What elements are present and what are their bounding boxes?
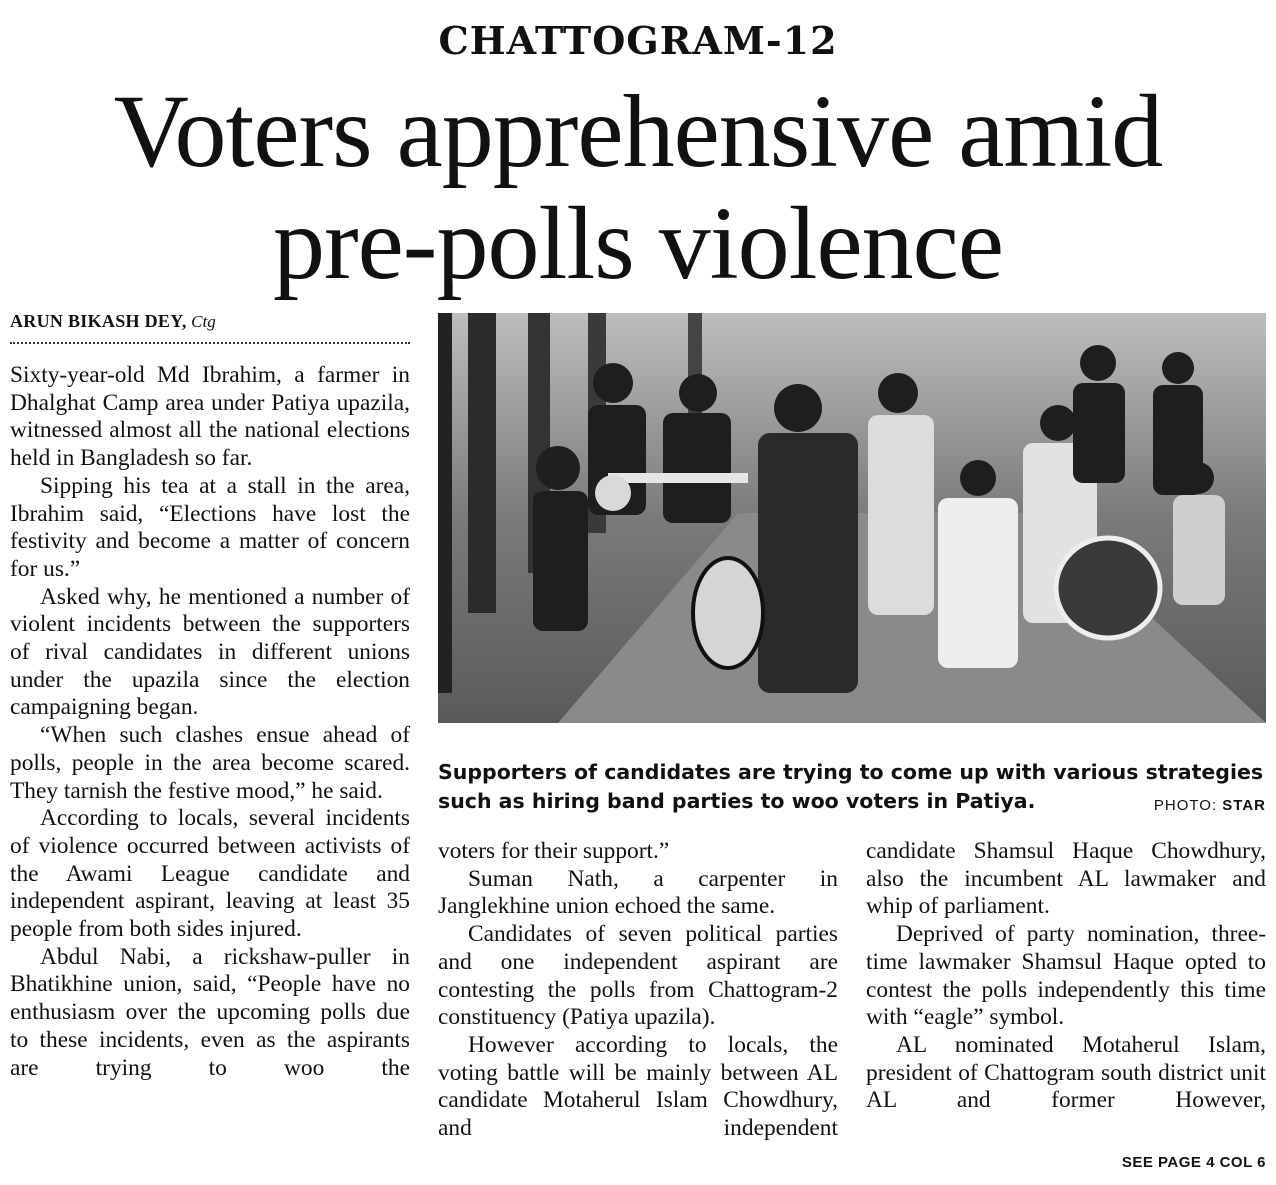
paragraph: However according to locals, the voting battle will be mainly between AL candidate Motaherul Islam Chowdhury, and independent xyxy=(438,1031,838,1142)
caption-line-2: such as hiring band parties to woo voters in Patiya. xyxy=(438,789,1036,813)
paragraph: According to locals, several incidents of violence occurred between activists of the Awami League candidate and independent aspirant, leaving at least 35 people from both sides injured. xyxy=(10,805,410,943)
news-photo xyxy=(438,313,1266,723)
photo-credit-label: PHOTO: xyxy=(1153,797,1218,814)
paragraph: Suman Nath, a carpenter in Janglekhine union echoed the same. xyxy=(438,865,838,920)
paragraph: Asked why, he mentioned a number of violent incidents between the supporters of rival candidates in different unions under the upazila since the election campaigning began. xyxy=(10,583,410,721)
paragraph: Deprived of party nomination, three-time lawmaker Shamsul Haque opted to contest the polls independently this time with “eagle” symbol. xyxy=(866,921,1266,1031)
headline-line-1: Voters apprehensive amid xyxy=(113,74,1163,189)
photo-credit xyxy=(1154,797,1266,814)
photo-credit-source: STAR xyxy=(1222,797,1266,814)
article-column-1 xyxy=(10,362,410,1082)
section-kicker: CHATTOGRAM-12 xyxy=(438,18,838,63)
article-column-3 xyxy=(866,838,1266,1115)
paragraph: Abdul Nabi, a rickshaw-puller in Bhatikhine union, said, “People have no enthusiasm over the upcoming polls due to these incidents, even as the aspirants are trying to woo the xyxy=(10,943,410,1081)
photo-icon xyxy=(438,313,1266,723)
article-column-2 xyxy=(438,838,838,1143)
paragraph: Sipping his tea at a stall in the area, Ibrahim said, “Elections have lost the festivity and become a matter of concern for us.” xyxy=(10,472,410,582)
paragraph: Sixty-year-old Md Ibrahim, a farmer in Dhalghat Camp area under Patiya upazila, witnessed almost all the national elections held in Bangladesh so far. xyxy=(10,362,410,472)
continuation-jump-link[interactable]: SEE PAGE 4 COL 6 xyxy=(1121,1154,1266,1171)
photo-caption xyxy=(438,758,1266,816)
headline xyxy=(0,76,1276,300)
paragraph: voters for their support.” xyxy=(438,838,670,864)
caption-line-1: Supporters of candidates are trying to come up with various strategies xyxy=(438,760,1264,784)
paragraph: candidate Shamsul Haque Chowdhury, also the incumbent AL lawmaker and whip of parliament. xyxy=(866,838,1266,920)
byline-location: Ctg xyxy=(191,312,216,331)
byline-author: ARUN BIKASH DEY, xyxy=(10,311,187,331)
paragraph: Candidates of seven political parties and one independent aspirant are contesting the polls from Chattogram-2 constituency (Patiya upazila). xyxy=(438,921,838,1031)
byline xyxy=(10,311,410,344)
paragraph: “When such clashes ensue ahead of polls, people in the area become scared. They tarnish the festive mood,” he said. xyxy=(10,722,410,804)
paragraph: AL nominated Motaherul Islam, president of Chattogram south district unit AL and former However, xyxy=(866,1031,1266,1114)
headline-line-2: pre-polls violence xyxy=(273,186,1003,301)
